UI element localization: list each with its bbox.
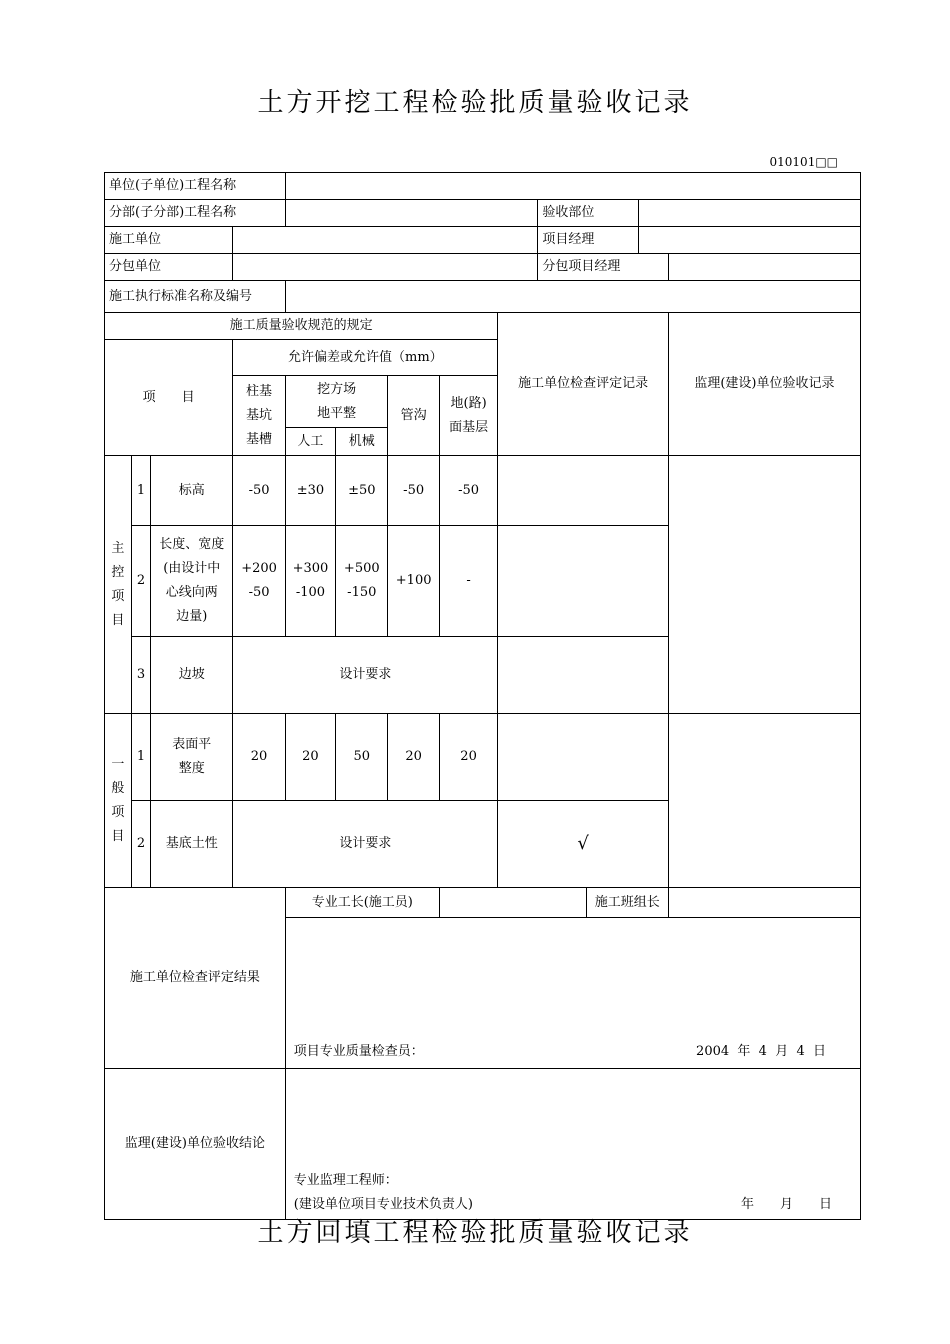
group-char: 项 <box>111 588 125 604</box>
standard-field[interactable] <box>285 281 860 313</box>
subcontract-unit-label: 分包单位 <box>105 254 233 281</box>
subcontract-manager-field[interactable] <box>668 254 860 281</box>
subcontract-unit-field[interactable] <box>233 254 538 281</box>
row-name-line: 心线向两 <box>165 585 218 600</box>
group-char: 目 <box>111 828 125 844</box>
col-site-header <box>285 376 388 428</box>
inspector-label: 项目专业质量检查员： <box>293 1044 424 1059</box>
col-site-line: 地平整 <box>317 405 357 421</box>
tolerance-header: 允许偏差或允许值（mm） <box>233 340 498 376</box>
construction-unit-label: 施工单位 <box>105 227 233 254</box>
form-code: 010101□□ <box>769 155 838 169</box>
value-pit: -50 <box>233 456 285 526</box>
col-pit-line: 基槽 <box>246 431 273 447</box>
value-line: -150 <box>347 585 377 600</box>
value-manual: ±30 <box>285 456 335 526</box>
supervision-result-label: 监理(建设)单位验收结论 <box>105 1069 286 1220</box>
col-road-header <box>439 376 498 456</box>
value-manual <box>285 526 335 637</box>
supervision-date: 年 月 日 <box>740 1197 832 1212</box>
col-pipe-header: 管沟 <box>388 376 439 456</box>
supervision-check-cell[interactable] <box>668 714 860 888</box>
value-pit: 20 <box>233 714 285 801</box>
construction-check-cell[interactable] <box>498 637 668 714</box>
group-char: 般 <box>111 780 125 796</box>
col-pit-header <box>233 376 285 456</box>
spec-title: 施工质量验收规范的规定 <box>105 313 498 340</box>
value-line: -100 <box>295 585 326 600</box>
row-number: 3 <box>131 637 151 714</box>
row-name: 边坡 <box>151 637 233 714</box>
construction-check-cell[interactable] <box>498 526 668 637</box>
page-title: 土方开挖工程检验批质量验收记录 <box>257 88 693 118</box>
supervision-check-cell[interactable] <box>668 456 860 714</box>
inspection-form <box>104 172 861 1220</box>
value-manual: 20 <box>285 714 335 801</box>
standard-label: 施工执行标准名称及编号 <box>105 281 286 313</box>
check-mark[interactable]: √ <box>498 801 668 888</box>
value-line: -50 <box>248 585 270 600</box>
construction-result-label: 施工单位检查评定结果 <box>105 888 286 1069</box>
row-name-line: 整度 <box>178 761 205 776</box>
foreman-label: 专业工长(施工员) <box>285 888 439 918</box>
value-road: -50 <box>439 456 498 526</box>
row-name <box>151 714 233 801</box>
unit-project-label: 单位(子单位)工程名称 <box>105 173 286 200</box>
value-line: +200 <box>241 561 277 576</box>
value-pipe: -50 <box>388 456 439 526</box>
acceptance-part-field[interactable] <box>639 200 861 227</box>
design-requirement: 设计要求 <box>233 637 498 714</box>
row-name-line: 表面平 <box>172 737 212 752</box>
unit-project-field[interactable] <box>285 173 860 200</box>
group-char: 一 <box>111 756 125 772</box>
subcontract-manager-label: 分包项目经理 <box>538 254 668 281</box>
col-site-line: 挖方场 <box>317 381 357 397</box>
group-char: 项 <box>111 804 125 820</box>
value-pit <box>233 526 285 637</box>
row-number: 2 <box>131 801 151 888</box>
row-number: 1 <box>131 714 151 801</box>
project-manager-field[interactable] <box>639 227 861 254</box>
col-manual-header: 人工 <box>285 428 335 456</box>
value-machine: ±50 <box>336 456 388 526</box>
team-leader-label: 施工班组长 <box>586 888 668 918</box>
group-char: 主 <box>111 540 125 556</box>
group-char: 目 <box>111 612 125 628</box>
row-name <box>151 526 233 637</box>
sub-project-label: 分部(子分部)工程名称 <box>105 200 286 227</box>
construction-check-cell[interactable] <box>498 456 668 526</box>
row-name: 基底土性 <box>151 801 233 888</box>
engineer-label: 专业监理工程师： <box>293 1173 398 1188</box>
row-name-line: (由设计中 <box>163 561 221 576</box>
col-machine-header: 机械 <box>336 428 388 456</box>
design-requirement: 设计要求 <box>233 801 498 888</box>
project-manager-label: 项目经理 <box>538 227 639 254</box>
value-line: +300 <box>292 561 329 576</box>
sub-project-field[interactable] <box>285 200 538 227</box>
col-pit-line: 柱基 <box>246 383 273 399</box>
inspection-date: 2004 年 4 月 4 日 <box>696 1044 826 1059</box>
row-number: 2 <box>131 526 151 637</box>
row-name: 标高 <box>151 456 233 526</box>
supervision-check-header: 监理(建设)单位验收记录 <box>668 313 860 456</box>
acceptance-part-label: 验收部位 <box>538 200 639 227</box>
col-road-line: 地(路) <box>450 395 487 411</box>
item-header: 项 目 <box>105 340 233 456</box>
value-road: 20 <box>439 714 498 801</box>
supervision-result-body[interactable] <box>285 1069 860 1220</box>
value-pipe: 20 <box>388 714 439 801</box>
col-road-line: 面基层 <box>449 419 489 435</box>
construction-result-body[interactable] <box>285 918 860 1069</box>
value-road: - <box>439 526 498 637</box>
foreman-field[interactable] <box>439 888 586 918</box>
general-items-group-label <box>105 714 132 888</box>
main-items-group-label <box>105 456 132 714</box>
group-char: 控 <box>111 564 125 580</box>
row-name-line: 边量) <box>176 609 208 624</box>
team-leader-field[interactable] <box>668 888 860 918</box>
value-line: +500 <box>343 561 380 576</box>
row-number: 1 <box>131 456 151 526</box>
owner-label: (建设单位项目专业技术负责人) <box>293 1197 473 1212</box>
value-pipe: +100 <box>388 526 439 637</box>
value-machine <box>336 526 388 637</box>
col-pit-line: 基坑 <box>246 407 273 423</box>
construction-check-cell[interactable] <box>498 714 668 801</box>
value-machine: 50 <box>336 714 388 801</box>
next-page-title: 土方回填工程检验批质量验收记录 <box>257 1218 693 1248</box>
construction-check-header: 施工单位检查评定记录 <box>498 313 668 456</box>
row-name-line: 长度、宽度 <box>159 537 225 552</box>
construction-unit-field[interactable] <box>233 227 538 254</box>
